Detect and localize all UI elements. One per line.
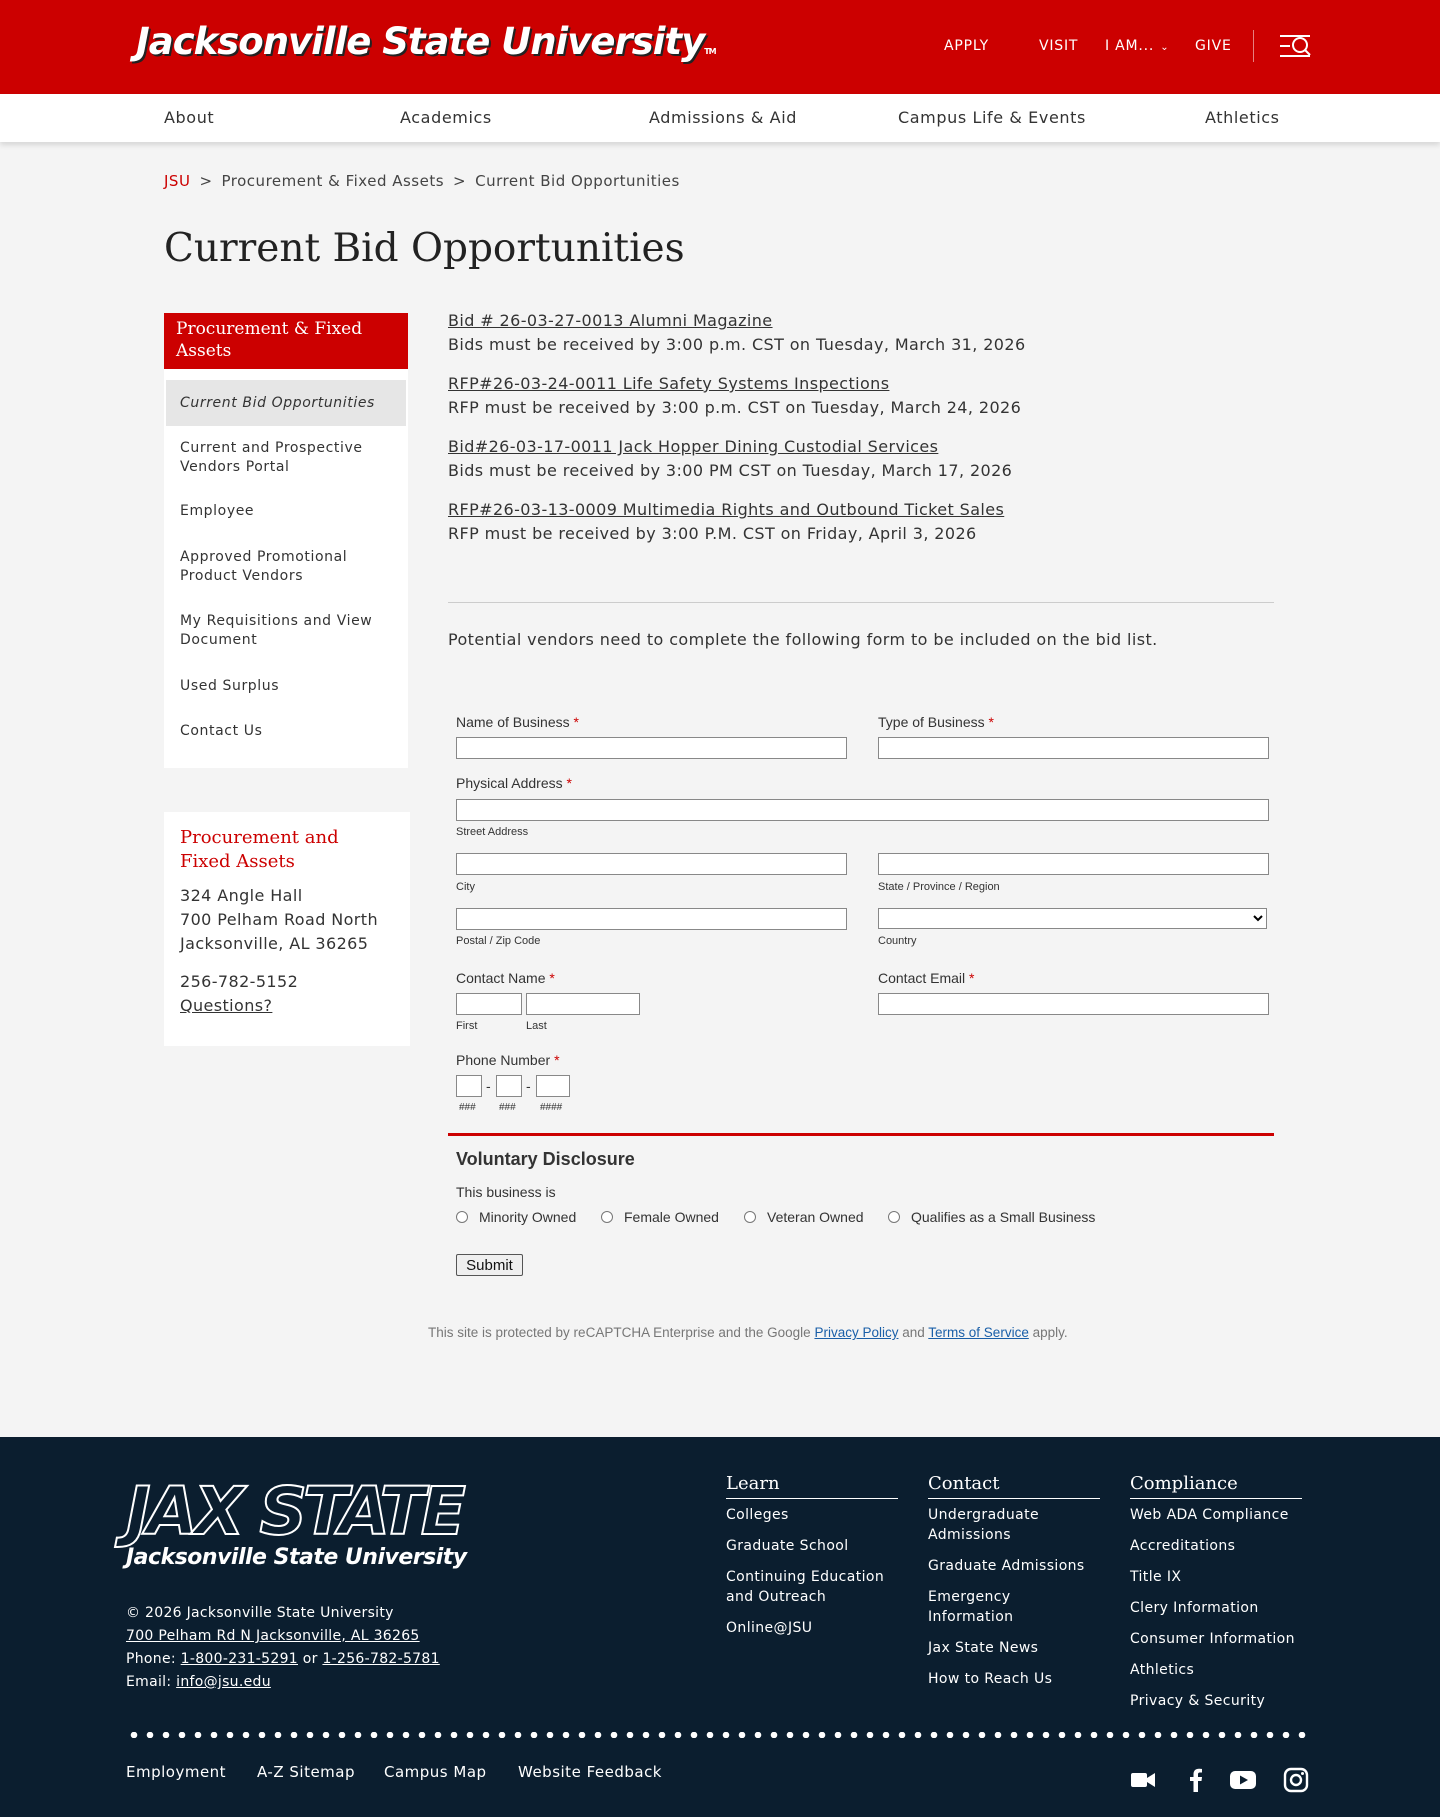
nav-about[interactable]: About <box>164 108 215 127</box>
name-of-business-label: Name of Business * <box>456 714 579 730</box>
footer-column-learn <box>726 1473 898 1649</box>
contact-email-label: Contact Email * <box>878 970 975 986</box>
footer-link[interactable]: Emergency Information <box>928 1589 1014 1625</box>
city-label: City <box>456 881 475 893</box>
state-label: State / Province / Region <box>878 881 1000 893</box>
page-title: Current Bid Opportunities <box>164 226 685 271</box>
sidebar-menu <box>164 313 408 768</box>
jax-state-logo[interactable]: JAX STATE Jacksonville State University <box>126 1473 467 1570</box>
submit-button[interactable]: Submit <box>456 1254 523 1276</box>
bid-item <box>448 435 1012 483</box>
footer-link[interactable]: Athletics <box>1130 1662 1195 1678</box>
phone-area-input[interactable] <box>456 1075 482 1097</box>
youtube-icon[interactable] <box>1230 1767 1256 1793</box>
footer-column-title: Learn <box>726 1473 898 1499</box>
sidebar-item-used-surplus[interactable]: Used Surplus <box>180 678 280 694</box>
nav-campus-life-events[interactable]: Campus Life & Events <box>898 108 1086 127</box>
phone-link[interactable]: 1-800-231-5291 <box>180 1651 298 1667</box>
phone-link[interactable]: 1-256-782-5781 <box>322 1651 440 1667</box>
country-label: Country <box>878 935 917 947</box>
footer-link[interactable]: Graduate School <box>726 1538 849 1554</box>
state-input[interactable] <box>878 853 1269 875</box>
contact-address-1: 324 Angle Hall <box>180 886 303 905</box>
voluntary-disclosure-subtitle: This business is <box>456 1184 556 1200</box>
footer-link[interactable]: Privacy & Security <box>1130 1693 1266 1709</box>
top-header <box>0 0 1440 94</box>
postal-code-label: Postal / Zip Code <box>456 935 541 947</box>
postal-code-input[interactable] <box>456 908 847 930</box>
footer-link[interactable]: Consumer Information <box>1130 1631 1295 1647</box>
footer-column-compliance <box>1130 1473 1302 1722</box>
contact-phone: 256-782-5152 <box>180 972 299 991</box>
phone-mask-label: ### <box>499 1102 516 1113</box>
bid-link[interactable]: Bid#26-03-17-0011 Jack Hopper Dining Custodial Services <box>448 437 939 456</box>
sidebar-heading[interactable]: Procurement & Fixed Assets <box>164 313 408 369</box>
breadcrumb: JSU > Procurement & Fixed Assets > Current Bid Opportunities <box>164 172 680 190</box>
bid-deadline: RFP must be received by 3:00 P.M. CST on Friday, April 3, 2026 <box>448 524 977 543</box>
footer <box>0 1437 1440 1817</box>
breadcrumb-home[interactable]: JSU <box>164 172 191 190</box>
chevron-down-icon: ⌄ <box>1160 42 1170 53</box>
phone-line-input[interactable] <box>536 1075 570 1097</box>
email-link[interactable]: info@jsu.edu <box>176 1674 271 1690</box>
nav-athletics[interactable]: Athletics <box>1205 108 1280 127</box>
video-icon[interactable] <box>1130 1767 1156 1793</box>
voluntary-disclosure-title: Voluntary Disclosure <box>456 1149 635 1169</box>
sidebar-item-requisitions[interactable]: My Requisitions and View Document <box>180 613 373 648</box>
radio-button[interactable] <box>601 1211 613 1223</box>
visit-link[interactable]: VISIT <box>1039 38 1079 54</box>
footer-link[interactable]: How to Reach Us <box>928 1671 1053 1687</box>
footer-link[interactable]: Accreditations <box>1130 1538 1236 1554</box>
instagram-icon[interactable] <box>1283 1767 1309 1793</box>
bid-deadline: Bids must be received by 3:00 p.m. CST on Tuesday, March 31, 2026 <box>448 335 1026 354</box>
small-business-option[interactable]: Qualifies as a Small Business <box>888 1209 1095 1225</box>
minority-owned-option[interactable]: Minority Owned <box>456 1209 576 1225</box>
university-logo[interactable]: Jacksonville State UniversityTM <box>136 20 716 63</box>
city-input[interactable] <box>456 853 847 875</box>
dotted-divider <box>126 1732 1313 1738</box>
section-divider <box>448 1133 1274 1136</box>
radio-button[interactable] <box>744 1211 756 1223</box>
nav-admissions-aid[interactable]: Admissions & Aid <box>649 108 798 127</box>
bid-link[interactable]: RFP#26-03-13-0009 Multimedia Rights and Outbound Ticket Sales <box>448 500 1005 519</box>
street-address-label: Street Address <box>456 826 529 838</box>
footer-link[interactable]: Undergraduate Admissions <box>928 1507 1039 1543</box>
bid-item <box>448 372 1021 420</box>
contact-card <box>164 812 410 1046</box>
terms-of-service-link[interactable]: Terms of Service <box>928 1325 1029 1340</box>
footer-column-contact <box>928 1473 1100 1700</box>
breadcrumb-current: Current Bid Opportunities <box>475 172 680 190</box>
phone-number-label: Phone Number * <box>456 1052 560 1068</box>
give-link[interactable]: GIVE <box>1195 38 1232 54</box>
last-name-input[interactable] <box>526 993 640 1015</box>
main-nav <box>0 94 1440 142</box>
contact-address-3: Jacksonville, AL 36265 <box>180 934 369 953</box>
apply-link[interactable]: APPLY <box>944 38 989 54</box>
footer-info: © 2026 Jacksonville State University 700 Pelham Rd N Jacksonville, AL 36265 Phone: 1-800-231-5291 or 1-256-782-5781 Email: info@jsu.edu <box>126 1602 440 1694</box>
sitemap-link[interactable]: A-Z Sitemap <box>257 1763 356 1781</box>
footer-column-title: Compliance <box>1130 1473 1302 1499</box>
recaptcha-notice: This site is protected by reCAPTCHA Enterprise and the Google Privacy Policy and Terms of Service apply. <box>428 1325 1068 1340</box>
contact-email-input[interactable] <box>878 993 1269 1015</box>
bid-link[interactable]: Bid # 26-03-27-0013 Alumni Magazine <box>448 311 773 330</box>
contact-address-2: 700 Pelham Road North <box>180 910 378 929</box>
address-link[interactable]: 700 Pelham Rd N Jacksonville, AL 36265 <box>126 1628 420 1644</box>
header-divider <box>1253 30 1254 62</box>
facebook-icon[interactable] <box>1183 1767 1209 1793</box>
questions-link[interactable]: Questions? <box>180 996 273 1015</box>
footer-link[interactable]: Continuing Education and Outreach <box>726 1569 885 1605</box>
street-address-input[interactable] <box>456 799 1269 821</box>
contact-card-title: Procurement and Fixed Assets <box>180 827 339 872</box>
footer-link[interactable]: Web ADA Compliance <box>1130 1507 1289 1523</box>
type-of-business-input[interactable] <box>878 737 1269 759</box>
bid-item <box>448 309 1026 357</box>
country-select[interactable] <box>878 908 1267 929</box>
bid-deadline: RFP must be received by 3:00 p.m. CST on Tuesday, March 24, 2026 <box>448 398 1022 417</box>
sidebar-item-promotional-vendors[interactable]: Approved Promotional Product Vendors <box>180 549 348 584</box>
sidebar-item-vendors-portal[interactable]: Current and Prospective Vendors Portal <box>180 440 363 475</box>
footer-link[interactable]: Title IX <box>1130 1569 1182 1585</box>
footer-link[interactable]: Jax State News <box>928 1640 1039 1656</box>
breadcrumb-procurement[interactable]: Procurement & Fixed Assets <box>221 172 445 190</box>
phone-mask-label: #### <box>540 1102 563 1113</box>
bid-deadline: Bids must be received by 3:00 PM CST on Tuesday, March 17, 2026 <box>448 461 1013 480</box>
first-name-input[interactable] <box>456 993 522 1015</box>
radio-button[interactable] <box>456 1211 468 1223</box>
sidebar-item-contact-us[interactable]: Contact Us <box>180 723 263 739</box>
website-feedback-link[interactable]: Website Feedback <box>518 1763 662 1781</box>
campus-map-link[interactable]: Campus Map <box>384 1763 487 1781</box>
first-name-label: First <box>456 1020 478 1032</box>
sidebar-item-current-bid-opportunities[interactable]: Current Bid Opportunities <box>166 380 406 426</box>
copyright: © 2026 Jacksonville State University <box>126 1605 394 1621</box>
divider <box>448 602 1274 603</box>
phone-dash: - <box>486 1078 491 1094</box>
bid-link[interactable]: RFP#26-03-24-0011 Life Safety Systems Inspections <box>448 374 890 393</box>
type-of-business-label: Type of Business * <box>878 714 994 730</box>
name-of-business-input[interactable] <box>456 737 847 759</box>
menu-search-icon[interactable] <box>1280 34 1312 58</box>
last-name-label: Last <box>526 1020 547 1032</box>
footer-link[interactable]: Graduate Admissions <box>928 1558 1085 1574</box>
privacy-policy-link[interactable]: Privacy Policy <box>814 1325 899 1340</box>
employment-link[interactable]: Employment <box>126 1763 227 1781</box>
i-am-dropdown[interactable]: I AM... ⌄ <box>1105 38 1170 54</box>
phone-prefix-input[interactable] <box>496 1075 522 1097</box>
phone-dash: - <box>526 1078 531 1094</box>
physical-address-label: Physical Address * <box>456 775 572 791</box>
form-intro: Potential vendors need to complete the following form to be included on the bid list. <box>448 630 1158 649</box>
veteran-owned-option[interactable]: Veteran Owned <box>744 1209 864 1225</box>
radio-button[interactable] <box>888 1211 900 1223</box>
footer-column-title: Contact <box>928 1473 1100 1499</box>
bid-item <box>448 498 1004 546</box>
footer-link[interactable]: Clery Information <box>1130 1600 1259 1616</box>
female-owned-option[interactable]: Female Owned <box>601 1209 719 1225</box>
nav-academics[interactable]: Academics <box>400 108 492 127</box>
sidebar-item-employee[interactable]: Employee <box>180 503 255 519</box>
footer-link[interactable]: Online@JSU <box>726 1620 813 1636</box>
contact-name-label: Contact Name * <box>456 970 555 986</box>
footer-link[interactable]: Colleges <box>726 1507 789 1523</box>
phone-mask-label: ### <box>459 1102 476 1113</box>
